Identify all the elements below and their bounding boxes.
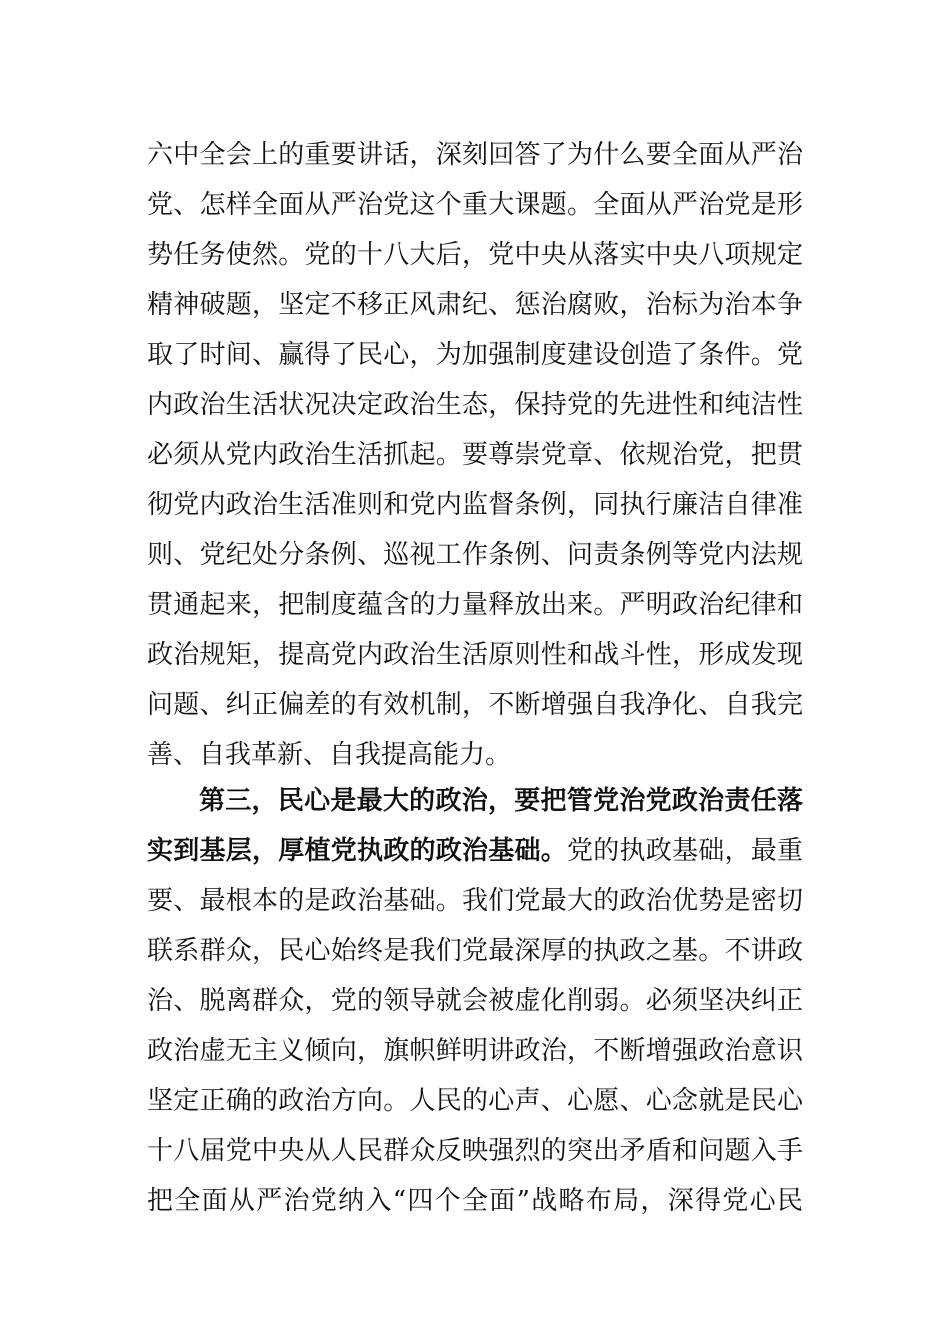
text-line: 贯通起来，把制度蕴含的力量释放出来。严明政治纪律和 (147, 590, 803, 620)
text-line: 党、怎样全面从严治党这个重大课题。全面从严治党是形 (147, 190, 803, 220)
text-run: 党的执政基础，最重 (566, 836, 803, 866)
text-line: 彻党内政治生活准则和党内监督条例，同执行廉洁自律准 (147, 490, 803, 520)
text-line: 六中全会上的重要讲话，深刻回答了为什么要全面从严治 (147, 140, 803, 170)
text-line: 治、脱离群众，党的领导就会被虚化削弱。必须坚决纠正 (147, 986, 803, 1016)
text-line: 问题、纠正偏差的有效机制，不断增强自我净化、自我完 (147, 690, 803, 720)
text-line: 精神破题，坚定不移正风肃纪、惩治腐败，治标为治本争 (147, 290, 803, 320)
text-line: 要、最根本的是政治基础。我们党最大的政治优势是密切 (147, 886, 803, 916)
text-line: 坚定正确的政治方向。人民的心声、心愿、心念就是民心 (147, 1086, 803, 1116)
text-line: 内政治生活状况决定政治生态，保持党的先进性和纯洁性 (147, 390, 803, 420)
text-line: 势任务使然。党的十八大后，党中央从落实中央八项规定 (147, 240, 803, 270)
section-heading-tail: 实到基层，厚植党执政的政治基础。 (147, 836, 567, 866)
paragraph-third-point (147, 776, 803, 1226)
text-line: 必须从党内政治生活抓起。要尊崇党章、依规治党，把贯 (147, 440, 803, 470)
section-heading-line: 第三，民心是最大的政治，要把管党治党政治责任落 (199, 786, 803, 816)
paragraph-strict-party-governance (147, 130, 803, 780)
text-line: 政治虚无主义倾向，旗帜鲜明讲政治，不断增强政治意识 (147, 1036, 803, 1066)
text-line: 善、自我革新、自我提高能力。 (147, 740, 512, 770)
text-line: 取了时间、赢得了民心，为加强制度建设创造了条件。党 (147, 340, 803, 370)
text-line: 则、党纪处分条例、巡视工作条例、问责条例等党内法规 (147, 540, 803, 570)
text-line: 把全面从严治党纳入“四个全面”战略布局，深得党心民 (147, 1186, 803, 1216)
text-line: 政治规矩，提高党内政治生活原则性和战斗性，形成发现 (147, 640, 803, 670)
text-line: 联系群众，民心始终是我们党最深厚的执政之基。不讲政 (147, 936, 803, 966)
text-line (147, 826, 803, 876)
text-line: 十八届党中央从人民群众反映强烈的突出矛盾和问题入手 (147, 1136, 803, 1166)
